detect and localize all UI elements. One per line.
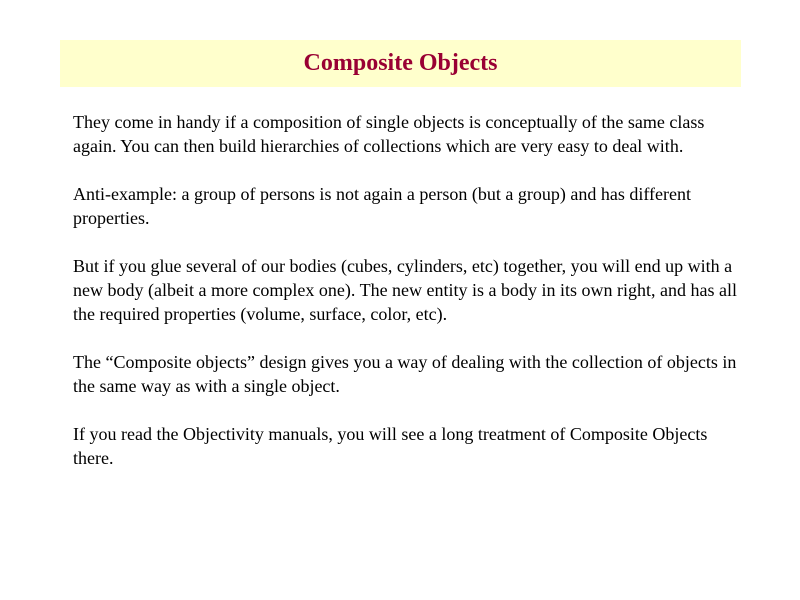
title-band (60, 40, 741, 87)
paragraph-intro: They come in handy if a composition of single objects is conceptually of the same class again. You can then build hierarchies of collections which are very easy to deal with. (73, 112, 705, 156)
paragraph-design: The “Composite objects” design gives you a way of dealing with the collection of objects in the same way as with a single object. (73, 352, 737, 396)
paragraph-objectivity: If you read the Objectivity manuals, you will see a long treatment of Composite Objects there. (73, 424, 708, 468)
paragraph-anti-example: Anti-example: a group of persons is not again a person (but a group) and has different properties. (73, 184, 691, 228)
paragraph-bodies-example: But if you glue several of our bodies (cubes, cylinders, etc) together, you will end up with a new body (albeit a more complex one). The new entity is a body in its own right, and has all the required properties (volume, surface, color, etc). (73, 256, 738, 324)
slide-title: Composite Objects (303, 50, 498, 76)
slide-body (73, 110, 743, 494)
